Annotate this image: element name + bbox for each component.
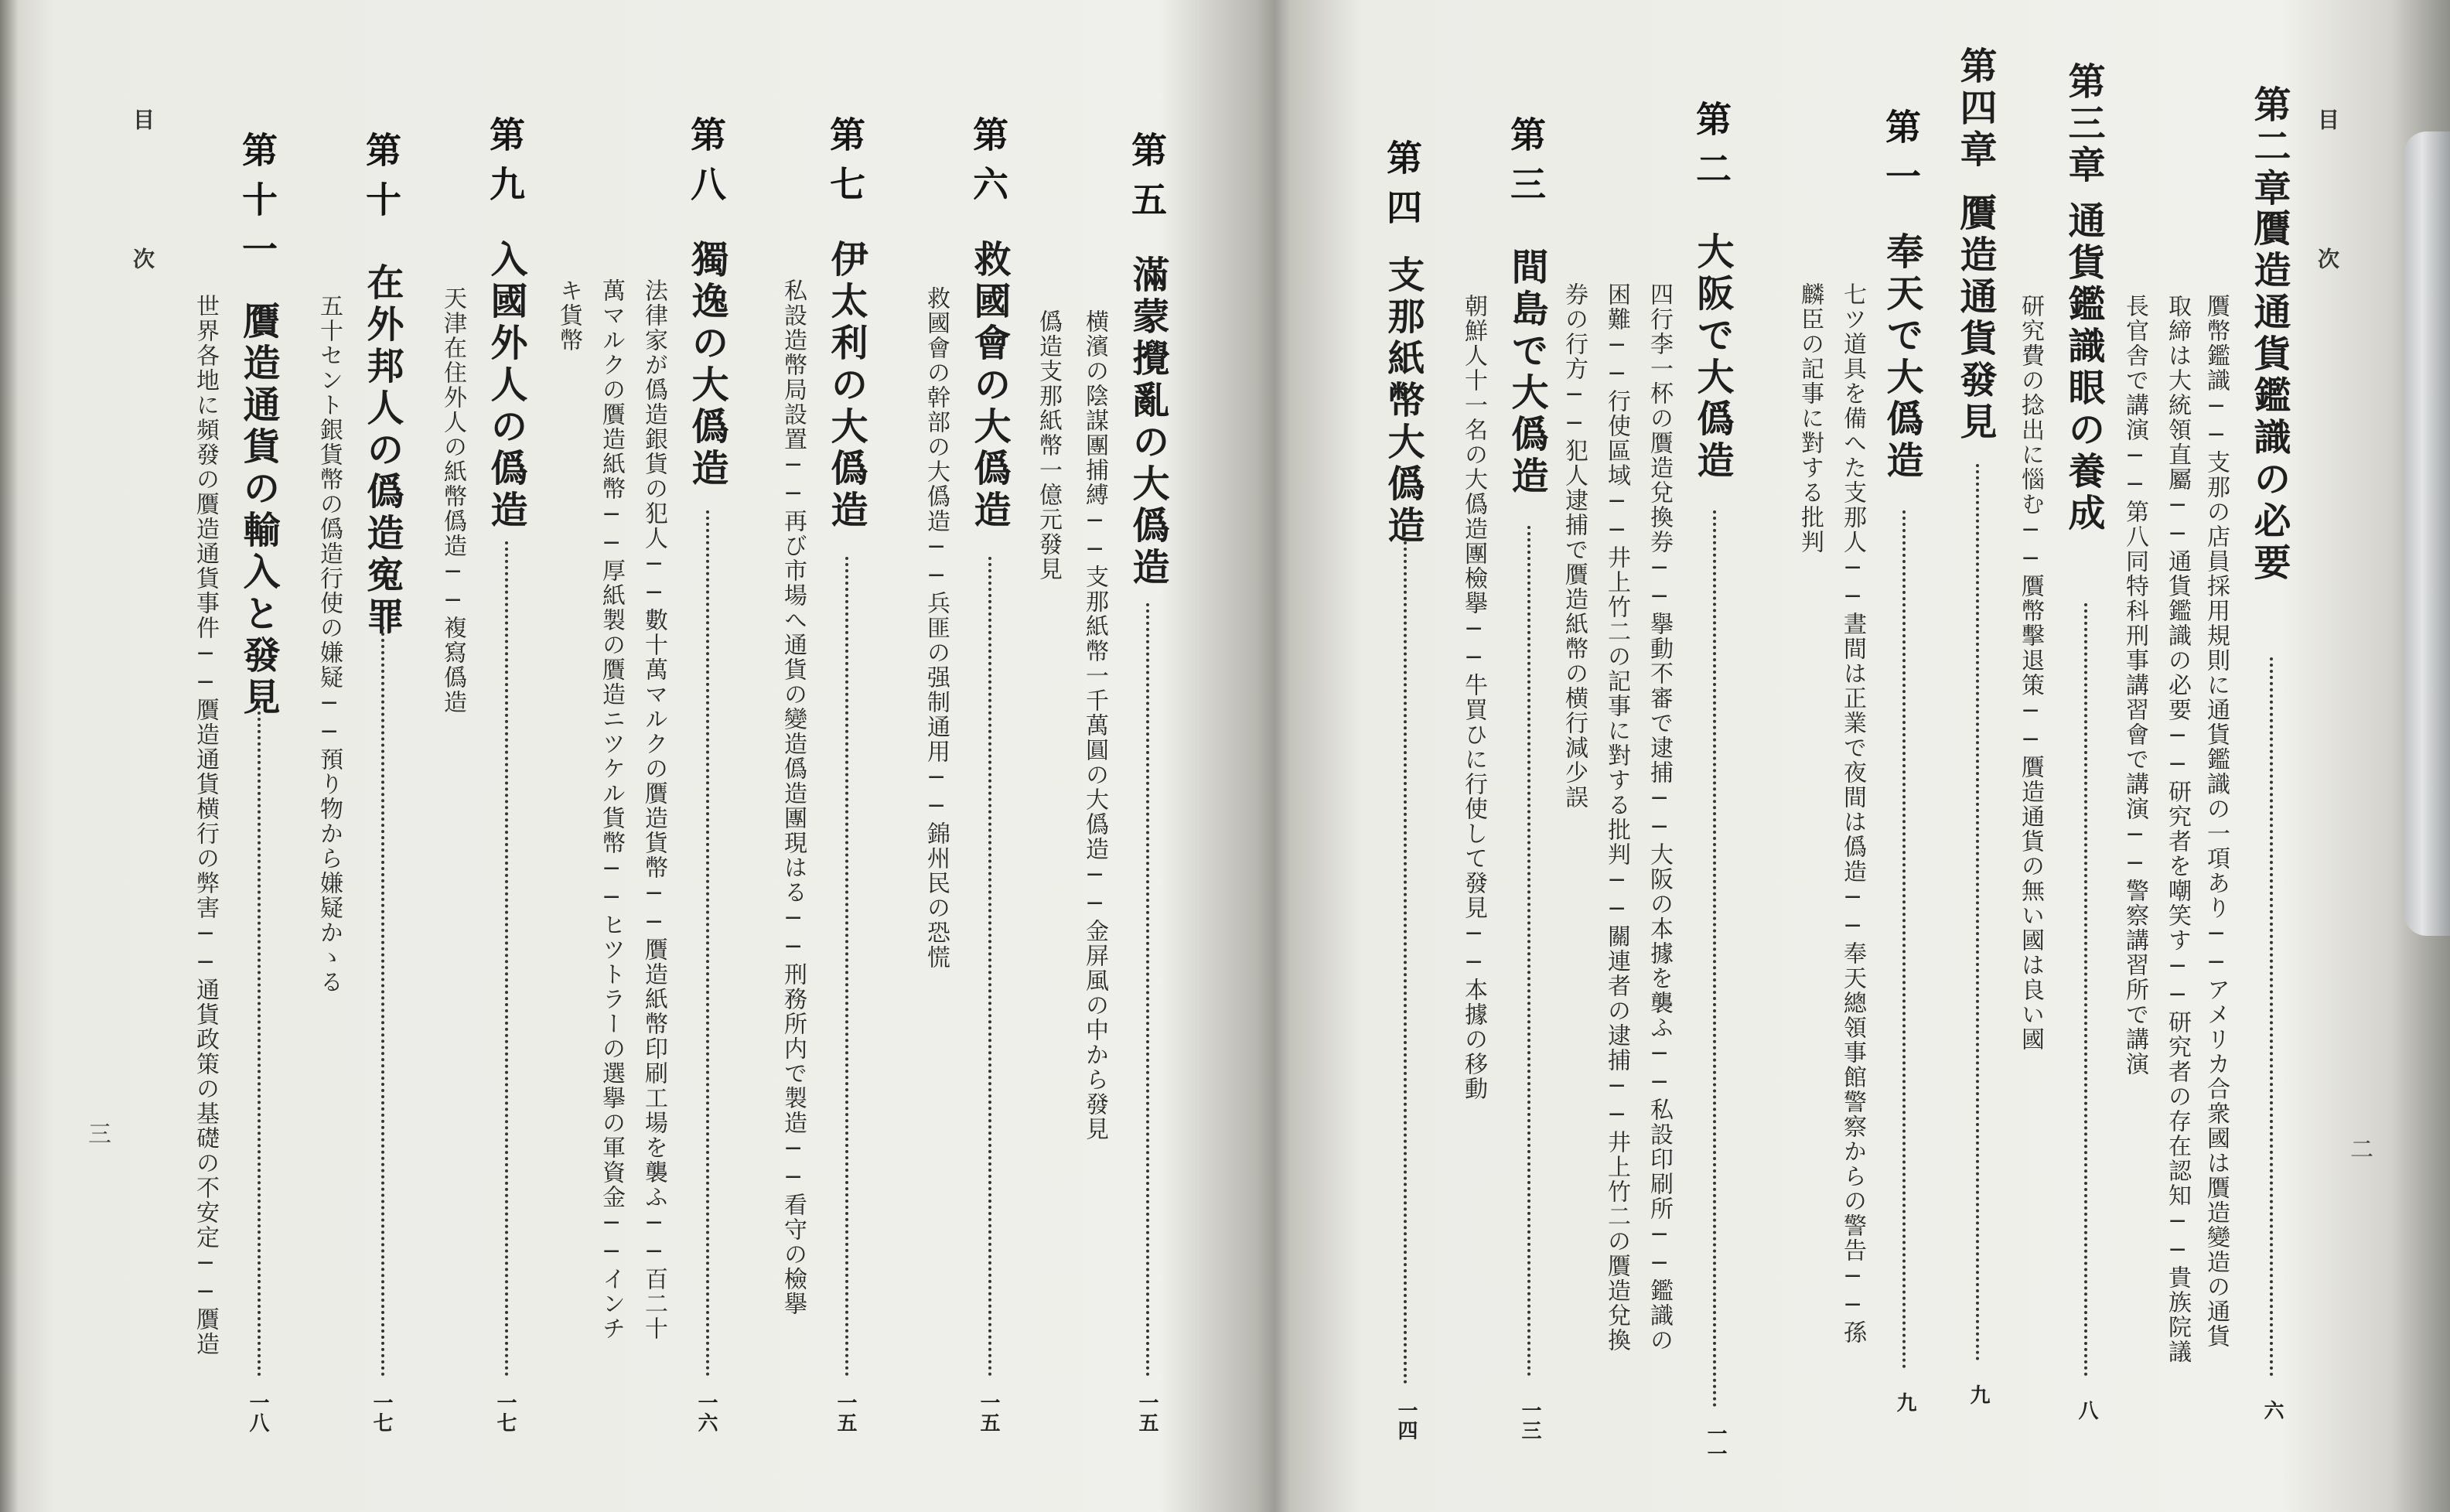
entry-subtopics-line-2: 困難──行使區域──井上竹二の記事に對する批判──關連者の逮捕──井上竹二の贋造兌換 [1603, 282, 1630, 1353]
entry-page-number: 一三 [1518, 1400, 1541, 1440]
toc-entry-dai-ichi [1797, 0, 1923, 1512]
leader-dots [2084, 603, 2087, 1377]
toc-entry-dai-kyu [441, 0, 526, 1512]
page-folio: 二 [2346, 1137, 2373, 1160]
entry-page-number: 一七 [493, 1392, 517, 1432]
entry-title: 在外邦人の僞造寃罪 [360, 263, 404, 639]
entry-number: 第十一 [237, 131, 278, 280]
entry-title: 支那紙幣大僞造 [1381, 255, 1425, 548]
entry-subtopics-line-1: 贋幣鑑識──支那の店員採用規則に通貨鑑識の一項あり──アメリカ合衆國は贋造變造の通貨 [2203, 294, 2230, 1349]
entry-subtopics-line-2: 僞造支那紙幣一億元發見 [1035, 309, 1062, 582]
toc-entry-dai-yon [1369, 0, 1454, 1512]
binding-clip [2404, 131, 2450, 936]
entry-subtopics-line-1: 七ツ道具を備へた支那人──晝間は正業で夜間は僞造──奉天總領事館警察からの警告──孫 [1839, 282, 1866, 1345]
entry-title: 贋造通貨鑑識の必要 [2247, 209, 2291, 585]
entry-title: 大阪で大僞造 [1691, 232, 1734, 483]
entry-subtopics-line-3: 券の行方──犯人逮捕で贋造紙幣の横行減少誤 [1561, 282, 1588, 810]
leader-dots [2270, 657, 2273, 1377]
entry-title: 通貨鑑識眼の養成 [2062, 201, 2105, 535]
entry-subtopics-line-3: 長官舎で講演──第八同特科刑事講習會で講演──警察講習所で講演 [2121, 294, 2148, 1077]
entry-number: 第七 [824, 116, 866, 215]
running-head-ji: 次 [2315, 247, 2340, 269]
toc-entry-dai-ju [317, 0, 402, 1512]
entry-subtopics-line-1: 世界各地に頻發の贋造通貨事件──贋造通貨横行の弊害──通貨政策の基礎の不安定──贋造 [192, 294, 219, 1357]
leader-dots [988, 557, 991, 1377]
entry-title: 間島で大僞造 [1505, 247, 1548, 498]
leader-dots [706, 510, 709, 1377]
entry-page-number: 九 [1893, 1392, 1916, 1412]
entry-number: 第十 [360, 131, 402, 230]
entry-number: 第三 [1505, 116, 1547, 215]
entry-number: 第四 [1381, 139, 1423, 238]
running-head-ji: 次 [130, 247, 155, 269]
entry-title: 贋造通貨發見 [1954, 193, 1997, 444]
entry-subtopics-line-1: 法律家が僞造銀貨の犯人──數十萬マルクの贋造貨幣──贋造紙幣印刷工場を襲ふ──百二十 [640, 278, 667, 1341]
entry-title: 贋造通貨の輸入と發見 [237, 302, 280, 719]
entry-page-number: 九 [1967, 1384, 1990, 1404]
leader-dots [258, 681, 261, 1377]
leader-dots [845, 557, 848, 1377]
entry-subtopics-line-1: 横濱の陰謀團捕縛──支那紙幣一千萬圓の大僞造──金屏風の中から發見 [1081, 309, 1108, 1142]
toc-entry-chapter-3 [2018, 0, 2104, 1512]
entry-title: 伊太利の大僞造 [824, 240, 868, 532]
entry-subtopics-line-1: 私設造幣局設置──再び市場へ通貨の變造僞造團現はる──刑務所内で製造──看守の檢擧 [780, 278, 807, 1316]
leader-dots [381, 626, 384, 1377]
leader-dots [1713, 510, 1716, 1408]
entry-subtopics-line-2: 取締は大統領直屬──通貨鑑識の必要──研究者を嘲笑す──研究者の存在認知──貴族院議 [2164, 294, 2191, 1364]
entry-title: 獨逸の大僞造 [685, 240, 729, 490]
entry-subtopics-line-1: 救國會の幹部の大僞造──兵匪の强制通用──錦州民の恐慌 [923, 286, 950, 970]
entry-subtopics-line-2: 麟臣の記事に對する批判 [1797, 282, 1824, 555]
entry-subtopics-line-3: キ貨幣 [555, 278, 582, 353]
leader-dots [1527, 526, 1530, 1377]
leader-dots [1976, 464, 1979, 1361]
entry-subtopics-line-1: 天津在住外人の紙幣僞造──複寫僞造 [439, 286, 466, 715]
toc-entry-dai-ni [1561, 0, 1734, 1512]
toc-entry-dai-san [1446, 0, 1548, 1512]
entry-subtopics-line-1: 五十セント銀貨幣の僞造行使の嫌疑──預り物から嫌疑かゝる [316, 294, 343, 995]
running-head-mu: 目 [2315, 108, 2340, 130]
entry-page-number: 一六 [694, 1392, 718, 1432]
entry-number: 第二 [1691, 101, 1732, 200]
right-page [1276, 0, 2436, 1512]
entry-number: 第四章 [1954, 46, 1997, 172]
entry-number: 第一 [1880, 108, 1922, 207]
entry-page-number: 一四 [1394, 1400, 1418, 1440]
entry-title: 救國會の大僞造 [967, 240, 1011, 532]
toc-entry-dai-go [1035, 0, 1169, 1512]
page-folio: 三 [84, 1121, 111, 1145]
toc-entry-chapter-4 [1926, 0, 2011, 1512]
entry-title: 奉天で大僞造 [1880, 232, 1923, 483]
entry-number: 第九 [484, 116, 526, 215]
entry-subtopics-line-1: 朝鮮人十一名の大僞造團檢擧──牛買ひに行使して發見──本據の移動 [1460, 294, 1487, 1101]
entry-page-number: 一五 [1135, 1392, 1158, 1432]
entry-page-number: 六 [2261, 1400, 2284, 1420]
entry-page-number: 一五 [834, 1392, 857, 1432]
entry-number: 第八 [685, 116, 727, 215]
entry-number: 第五 [1126, 131, 1168, 230]
entry-title: 滿蒙攪亂の大僞造 [1126, 255, 1169, 589]
entry-page-number: 一五 [977, 1392, 1000, 1432]
entry-subtopics-line-1: 四行李一杯の贋造兌換券──擧動不審で逮捕──大阪の本據を襲ふ──私設印刷所──鑑識の [1646, 282, 1673, 1353]
leader-dots [505, 541, 508, 1377]
entry-page-number: 八 [2075, 1400, 2098, 1420]
entry-number: 第三章 [2062, 62, 2105, 187]
toc-entry-dai-ju-ichi [193, 0, 278, 1512]
toc-entry-dai-nana [773, 0, 868, 1512]
leader-dots [1404, 541, 1407, 1384]
leader-dots [1902, 510, 1906, 1369]
running-head-mu: 目 [130, 108, 155, 130]
entry-page-number: 一八 [246, 1392, 269, 1432]
entry-subtopics-line-2: 萬マルクの贋造紙幣──厚紙製の贋造ニツケル貨幣──ヒツトラーの選擧の軍資金──インチ [598, 278, 625, 1341]
entry-number: 第六 [967, 116, 1009, 215]
left-page [23, 0, 1261, 1512]
entry-title: 入國外人の僞造 [484, 240, 527, 532]
toc-entry-chapter-2 [2121, 0, 2291, 1512]
toc-entry-dai-roku [905, 0, 1011, 1512]
entry-page-number: 一七 [370, 1392, 393, 1432]
entry-subtopics-line-1: 研究費の捻出に惱む──贋幣擊退策──贋造通貨の無い國は良い國 [2017, 294, 2044, 1052]
leader-dots [1146, 603, 1149, 1377]
entry-page-number: 一一 [1704, 1423, 1727, 1463]
entry-number: 第二章 [2247, 85, 2291, 210]
toc-entry-dai-hachi [555, 0, 729, 1512]
